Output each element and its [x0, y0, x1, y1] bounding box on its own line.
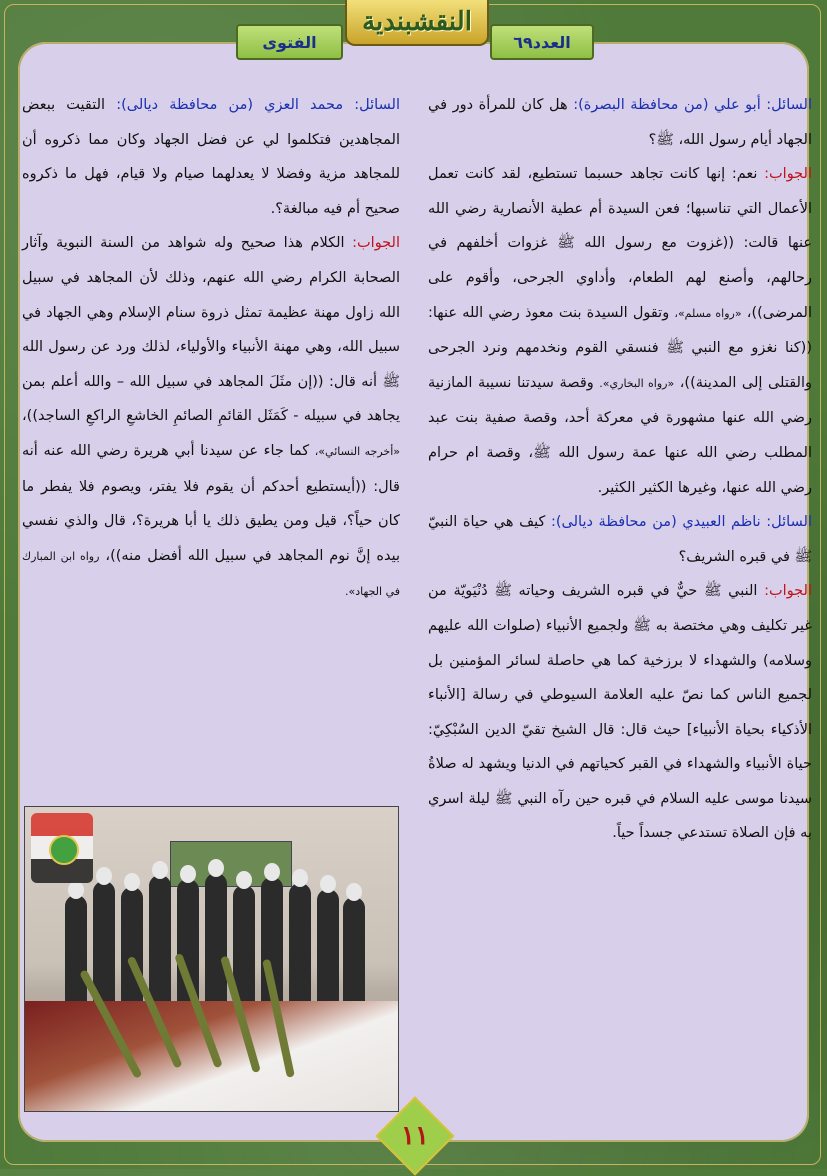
answer-2-text: النبي ﷺ حيٌّ في قبره الشريف وحياته ﷺ دُنْيَويّة من غير تكليف وهي مختصة به ﷺ ولجميع الأنبياء (صلوات الله عليهم وسلامه) والشهداء لا برزخية كما هي حاصلة لسائر المؤمنين بل لجميع الناس كما نصّ عليه العلامة السيوطي في رسالة [الأنباء الأذكياء بحياة الأنبياء] حيث قال: قال الشيخ تقيّ الدين السُبْكِيّ: حياة الأنبياء والشهداء في القبر كحياتهم في الدنيا ويشهد له صلاةُ سيدنا موسى عليه السلام في قبره حين رآه النبي ﷺ ليلة اسري به فإن الصلاة تستدعي جسداً حياً.: [428, 583, 812, 842]
answer-3-reference-1: «أخرجه النسائي»،: [314, 444, 400, 458]
section-title-tab: الفتوى: [236, 24, 343, 60]
answer-3-text: الكلام هذا صحيح وله شواهد من السنة النبوية وآثار الصحابة الكرام رضي الله عنهم، وذلك لأن المجاهد في سبيل الله زاول مهنة عظيمة تمثل ذروة سنام الإسلام وهي الجهاد في سبيل الله، وهي مهنة الأنبياء والأولياء، لذلك ورد عن رسول الله ﷺ أنه قال: ((إن مثَلَ المجاهد في سبيل الله – والله أعلم بمن يجاهد في سبيله - كَمَثَل القائمِ الصائمِ الخاشعِ الراكعِ الساجد))،: [22, 235, 400, 425]
question-1-asker: السائل: أبو علي (من محافظة البصرة):: [573, 97, 812, 113]
answer-3-reference-2: رواه ابن المبارك في الجهاد».: [22, 549, 400, 599]
question-3-asker: السائل: محمد العزي (من محافظة ديالى):: [116, 97, 400, 113]
right-column: [428, 88, 812, 851]
answer-2: [428, 574, 812, 851]
question-3-text: التقيت ببعض المجاهدين فتكلموا لي عن فضل الجهاد وكان مما ذكروه أن للمجاهد مزية وفضلا لا يعدلهما صيام ولا قيام، فهل ما ذكروه صحيح أم فيه مبالغة؟.: [22, 97, 400, 217]
answer-1-label: الجواب:: [764, 166, 812, 183]
question-2: [428, 505, 812, 574]
group-of-people: [65, 865, 365, 1005]
answer-3-label: الجواب:: [352, 235, 400, 252]
answer-3-text-2: كما جاء عن سيدنا أبي هريرة رضي الله عنه أنه قال: ((أيستطيع أحدكم أن يقوم فلا يفتر، ويصوم فلا يفطر ما كان حياً؟، قيل ومن يطيق ذلك يا أبا هريرة؟، قال والذي نفسي بيده إنَّ نوم المجاهد في سبيل الله أفضل منه))،: [22, 442, 400, 564]
magazine-name: النقشبندية: [362, 7, 472, 37]
question-2-asker: السائل: ناظم العبيدي (من محافظة ديالى):: [551, 514, 812, 531]
group-photo: [24, 806, 399, 1112]
left-column: [22, 88, 400, 610]
question-3: [22, 88, 400, 226]
answer-3: [22, 226, 400, 610]
page-number: ١١: [401, 1121, 429, 1151]
answer-1-text: نعم: إنها كانت تجاهد حسبما تستطيع، لقد كانت تعمل الأعمال التي تناسبها؛ فعن السيدة أم عطية الأنصارية رضي الله عنها قالت: ((غزوت مع رسول الله ﷺ غزوات أخلفهم في رحالهم، وأصنع لهم الطعام، وأداوي الجرحى، وأقوم على المرضى))،: [428, 166, 812, 321]
answer-1: [428, 157, 812, 505]
answer-1-text-2: وتقول السيدة بنت معوذ رضي الله عنها: ((كنا نغزو مع النبي ﷺ فنسقي القوم ونخدمهم ونرد الجرحى والقتلى إلى المدينة))،: [428, 304, 812, 391]
issue-number-tab: العدد٦٩: [490, 24, 594, 60]
answer-1-text-3: وقصة سيدتنا نسيبة المازنية رضي الله عنها مشهورة في معركة أحد، وقصة صفية بنت عبد المطلب رضي الله عنها عمة رسول الله ﷺ، وقصة ام حرام رضي الله عنها، وغيرها الكثير الكثير.: [428, 374, 812, 496]
answer-2-label: الجواب:: [764, 583, 812, 600]
answer-1-reference-2: «رواه البخاري».: [599, 376, 675, 390]
flag-emblem-logo: [31, 813, 93, 883]
question-1-text: هل كان للمرأة دور في الجهاد أيام رسول الله، ﷺ؟: [428, 97, 812, 148]
question-2-text: كيف هي حياة النبيّ ﷺ في قبره الشريف؟: [428, 514, 812, 565]
magazine-logo: [345, 0, 489, 46]
answer-1-reference-1: «رواه مسلم»،: [674, 306, 742, 320]
question-1: [428, 88, 812, 157]
